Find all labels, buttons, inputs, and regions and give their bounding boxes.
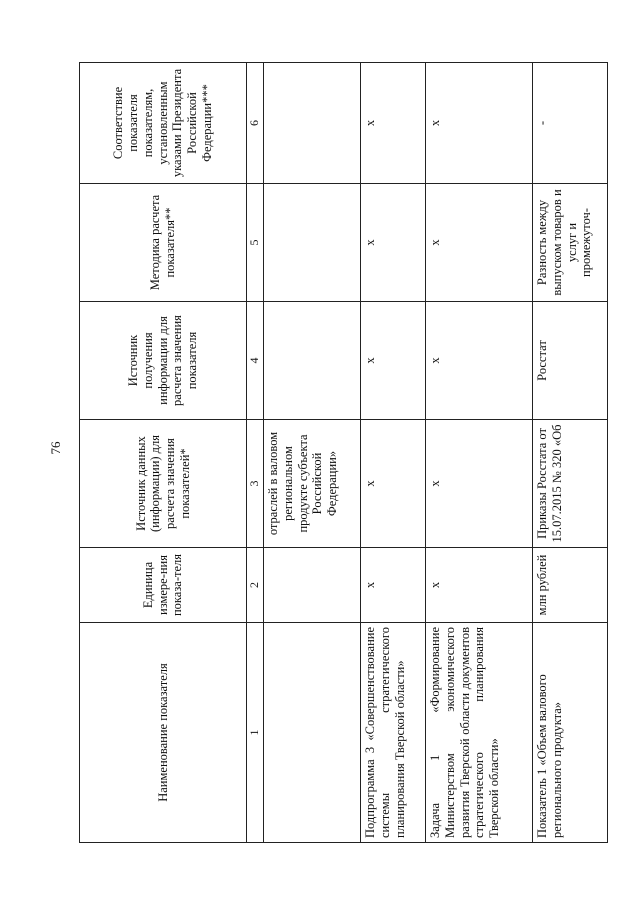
header-method: Методика расчета показателя**	[80, 184, 247, 302]
column-number: 6	[247, 63, 264, 184]
row-compliance: -	[533, 63, 608, 184]
table-row	[533, 63, 608, 843]
row-source-data: х	[426, 420, 533, 548]
header-source-info: Источник получения информации для расчета значения показателя	[80, 302, 247, 420]
row-name: Задача 1 «Формирование Министерством экономического развития Тверской области документов стратегического планирования Тверской области»	[426, 623, 533, 843]
header-unit: Единица измере-ния показа-теля	[80, 548, 247, 623]
row-unit: х	[426, 548, 533, 623]
column-number: 4	[247, 302, 264, 420]
row-unit: х	[361, 548, 426, 623]
row-source-data: х	[361, 420, 426, 548]
table-row	[361, 63, 426, 843]
column-number: 3	[247, 420, 264, 548]
row-method: х	[361, 184, 426, 302]
column-number: 2	[247, 548, 264, 623]
table-row	[426, 63, 533, 843]
row-compliance: х	[361, 63, 426, 184]
row-source-info: х	[361, 302, 426, 420]
row-name: Показатель 1 «Объем валового регионального продукта»	[533, 623, 608, 843]
column-number: 5	[247, 184, 264, 302]
column-number: 1	[247, 623, 264, 843]
rotated-table-container	[79, 63, 594, 843]
row-source-info: Росстат	[533, 302, 608, 420]
row-compliance: х	[426, 63, 533, 184]
continuation-text: отраслей в валовом региональном продукте субъекта Российской Федерации»	[264, 420, 361, 548]
indicator-table	[79, 62, 608, 843]
row-source-info: х	[426, 302, 533, 420]
page-number: 76	[48, 441, 63, 455]
column-number-row	[247, 63, 264, 843]
continuation-row	[264, 63, 361, 843]
header-row	[80, 63, 247, 843]
row-name: Подпрограмма 3 «Совершенствование системы стратегического планирования Тверской области»	[361, 623, 426, 843]
row-method: х	[426, 184, 533, 302]
row-source-data: Приказы Росстата от 15.07.2015 № 320 «Об	[533, 420, 608, 548]
row-unit: млн рублей	[533, 548, 608, 623]
header-compliance: Соответствие показателя показателям, установленным указами Президента Российской Федерации***	[80, 63, 247, 184]
header-source-data: Источник данных (информации) для расчета значения показателей*	[80, 420, 247, 548]
row-method: Разность между выпуском товаров и услуг и промежуточ-	[533, 184, 608, 302]
header-name: Наименование показателя	[80, 623, 247, 843]
